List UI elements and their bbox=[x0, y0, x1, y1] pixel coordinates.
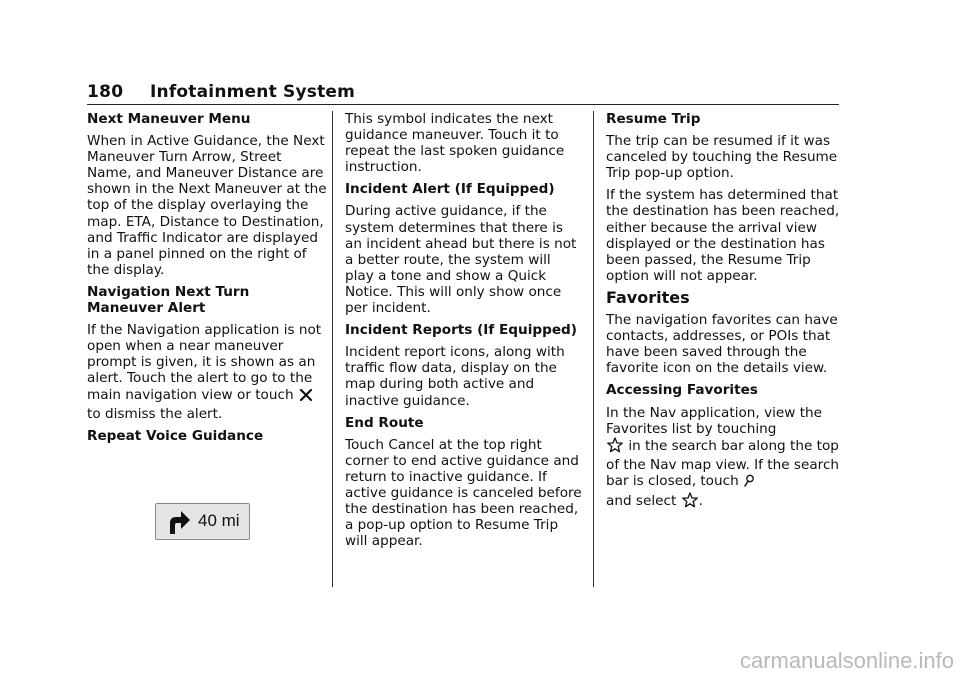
heading-favorites: Favorites bbox=[606, 287, 690, 307]
heading-end-route: End Route bbox=[345, 414, 424, 431]
para-incident-reports: Incident report icons, along with traffic flow data, display on the map during both active and inactive guidance. bbox=[345, 344, 565, 409]
star-outline-icon bbox=[682, 492, 698, 512]
para-end-route: Touch Cancel at the top right corner to end active guidance and return to inactive guidance. If active guidance is canceled before the destination has been reached, a pop-up option to Resume Trip will appear. bbox=[345, 436, 582, 550]
para-next-maneuver-menu: When in Active Guidance, the Next Maneuver Turn Arrow, Street Name, and Maneuver Distance are shown in the Next Maneuver at the top of the display overlaying the map. ETA, Distance to Destination, and Traffic Indicator are displayed in a panel pinned on the right of the display. bbox=[87, 133, 327, 278]
heading-repeat-voice-guidance: Repeat Voice Guidance bbox=[87, 427, 264, 444]
heading-accessing-favorites: Accessing Favorites bbox=[606, 382, 758, 399]
para-nav-next-turn-alert bbox=[87, 322, 327, 422]
page-header bbox=[87, 80, 839, 105]
turn-right-arrow-icon bbox=[164, 508, 192, 539]
heading-resume-trip: Resume Trip bbox=[606, 111, 701, 127]
para-incident-alert: During active guidance, if the system determines that there is an incident ahead but there is not a better route, the system will play a tone and show a Quick Notice. This will only show once per incident. bbox=[345, 203, 577, 317]
watermark: carmanualsonline.info bbox=[739, 648, 954, 673]
para-access-text-d: . bbox=[698, 492, 703, 509]
para-access-text-b: in the search bar along the top of the Nav map view. If the search bar is closed, touch bbox=[606, 437, 840, 489]
para-resume-trip-1: The trip can be resumed if it was canceled by touching the Resume Trip pop-up option. bbox=[606, 133, 838, 182]
heading-nav-next-turn-alert: Navigation Next Turn Maneuver Alert bbox=[87, 283, 250, 317]
star-outline-icon bbox=[607, 437, 623, 457]
para-resume-trip-2: If the system has determined that the destination has been reached, either because the arrival view displayed or the destination has been passed, the Resume Trip option will not appear. bbox=[606, 187, 840, 284]
maneuver-distance: 40 mi bbox=[198, 511, 240, 530]
heading-next-maneuver-menu: Next Maneuver Menu bbox=[87, 111, 251, 127]
next-maneuver-graphic bbox=[155, 503, 250, 540]
para-access-text-a: In the Nav application, view the Favorites list by touching bbox=[606, 404, 822, 437]
heading-incident-reports: Incident Reports (If Equipped) bbox=[345, 322, 577, 339]
para-nav-next-turn-text-b: to dismiss the alert. bbox=[87, 405, 223, 422]
page-number: 180 bbox=[87, 82, 124, 102]
close-x-icon bbox=[299, 388, 313, 406]
para-favorites: The navigation favorites can have contacts, addresses, or POIs that have been saved through the favorite icon on the details view. bbox=[606, 312, 838, 377]
column-1 bbox=[87, 111, 327, 450]
para-accessing-favorites bbox=[606, 405, 842, 513]
column-2 bbox=[345, 111, 583, 555]
column-divider-2 bbox=[593, 111, 594, 587]
section-title: Infotainment System bbox=[150, 82, 356, 102]
para-symbol-description: This symbol indicates the next guidance maneuver. Touch it to repeat the last spoken guidance instruction. bbox=[345, 111, 565, 176]
para-access-text-c: and select bbox=[606, 492, 677, 509]
column-3 bbox=[606, 111, 842, 518]
search-magnifier-icon bbox=[744, 474, 754, 492]
heading-incident-alert: Incident Alert (If Equipped) bbox=[345, 181, 555, 198]
para-nav-next-turn-text-a: If the Navigation application is not open when a near maneuver prompt is given, it is shown as an alert. Touch the alert to go to the main navigation view or touch bbox=[87, 322, 322, 403]
column-divider-1 bbox=[332, 111, 333, 587]
